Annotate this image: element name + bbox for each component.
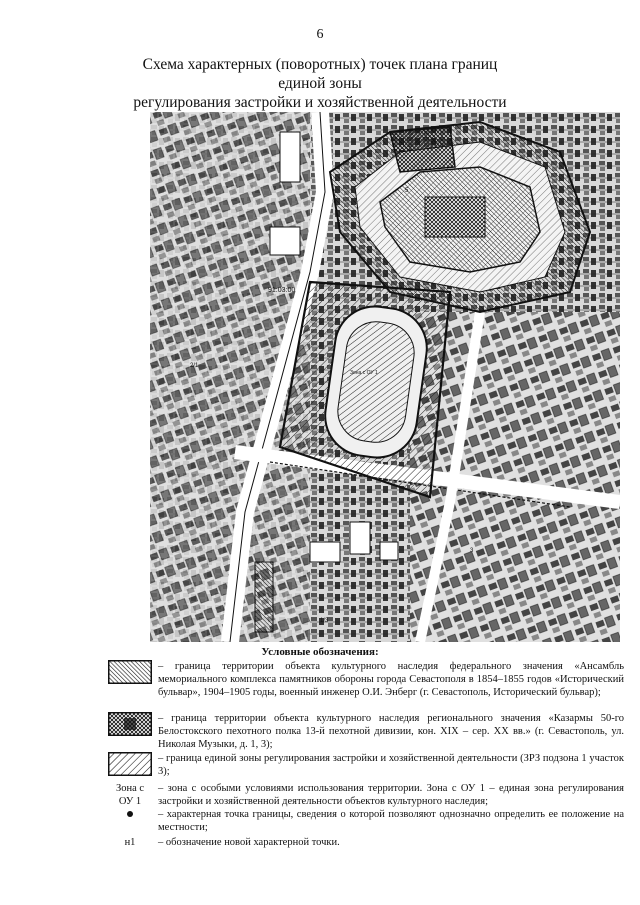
hatch-diagonal-swatch	[108, 752, 152, 776]
legend-text-zrz: – граница единой зоны регулирования застройки и хозяйственной деятельности (ЗРЗ подзона 1 участок 3);	[158, 753, 624, 777]
legend-text-point: – характерная точка границы, сведения о которой позволяют однозначно определить ее положение на местности;	[158, 809, 624, 833]
legend-text-federal: – граница территории объекта культурного наследия федерального значения «Ансамбль мемориального комплекса памятников обороны города Севастополя в 1854–1855 годов «Исторический бульвар», 1904–1905 годы, военный инженер О.И. Энберг (г. Севастополь, Исторический бульвар);	[158, 661, 624, 698]
legend-item-point	[108, 808, 628, 834]
legend-text-new-point: – обозначение новой характерной точки.	[158, 837, 340, 848]
legend-symbol-zone	[108, 782, 156, 808]
legend-text-regional: – граница территории объекта культурного наследия регионального значения «Казармы 50-го Белостокского пехотного полка 13-й пехотной дивизии, кон. XIX – сер. XX вв.» (г. Севастополь, ул. Николая Музыки, д. 1, 3);	[158, 713, 624, 750]
legend-symbol-federal	[108, 660, 156, 689]
legend-item-new-point	[108, 836, 628, 852]
hatch-cross-swatch	[108, 712, 152, 736]
legend-item-regional	[108, 712, 628, 752]
hatch-dense-swatch	[108, 660, 152, 684]
cadastral-map	[150, 112, 620, 642]
point-dot-icon	[127, 811, 133, 817]
new-point-label: н1	[124, 837, 136, 848]
map-label-zone: Зона с ОУ 1	[350, 370, 378, 376]
zone-symbol-line-1: Зона с	[115, 783, 145, 794]
map-label-cadastral: 91:03:00	[268, 287, 296, 294]
title-line-2: регулирования застройки и хозяйственной деятельности	[133, 94, 507, 111]
legend-heading: Условные обозначения:	[261, 646, 379, 658]
legend-symbol-regional	[108, 712, 156, 741]
map-label-2-1: 2/1	[190, 363, 199, 369]
legend-item-zrz	[108, 752, 628, 780]
map-label-5: 5	[405, 188, 409, 194]
map-label-1-3: 1/3	[320, 618, 329, 624]
legend-text-zone: – зона с особыми условиями использования территории. Зона с ОУ 1 – единая зона регулирования застройки и хозяйственной деятельности объектов культурного наследия;	[158, 783, 624, 807]
legend-symbol-point	[108, 808, 156, 817]
title-line-1: Схема характерных (поворотных) точек плана границ единой зоны	[142, 56, 498, 92]
page-number: 6	[316, 27, 324, 42]
legend-item-federal	[108, 660, 628, 712]
legend-symbol-zrz	[108, 752, 156, 781]
legend-item-zone	[108, 782, 628, 810]
zone-symbol-line-2: ОУ 1	[118, 796, 142, 807]
map-label-3: 3	[470, 548, 474, 554]
legend-symbol-new-point	[108, 836, 156, 849]
